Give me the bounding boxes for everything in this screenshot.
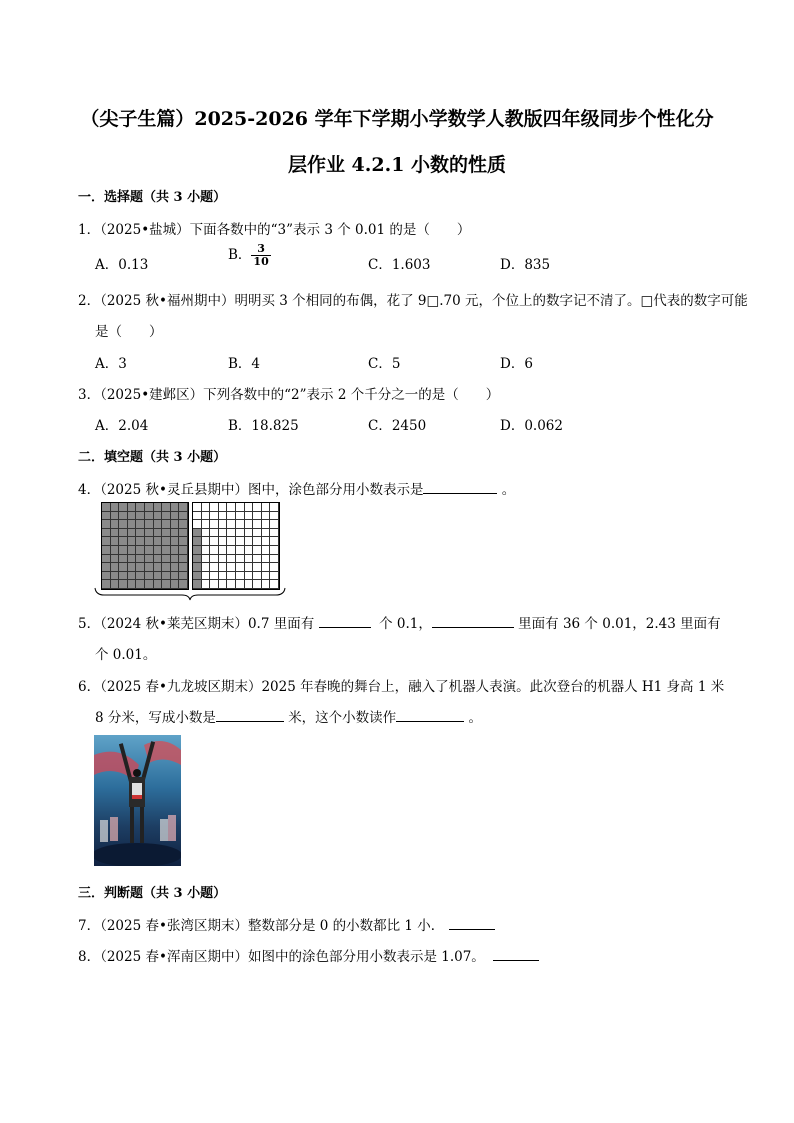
- grid-cell: [236, 520, 245, 529]
- grid-cell: [102, 529, 111, 538]
- grid-cell: [179, 563, 188, 572]
- grid-cell: [219, 555, 228, 564]
- grid-cell: [136, 572, 145, 581]
- option-b[interactable]: B．4: [228, 356, 261, 372]
- grid-cell: [202, 520, 211, 529]
- page-title: [40, 96, 754, 188]
- grid-cell: [162, 503, 171, 512]
- grid-cell: [236, 555, 245, 564]
- grid-cell: [227, 512, 236, 521]
- grid-cell: [136, 555, 145, 564]
- grid-cell: [227, 563, 236, 572]
- grid-cell: [227, 572, 236, 581]
- grid-cell: [162, 546, 171, 555]
- fraction-numerator: 3: [251, 243, 270, 256]
- grid-cell: [202, 537, 211, 546]
- grid-cell: [202, 529, 211, 538]
- grid-cell: [154, 503, 163, 512]
- grid-cell: [245, 520, 254, 529]
- grid-cell: [262, 537, 271, 546]
- grid-cell: [154, 555, 163, 564]
- question-4: [78, 478, 515, 498]
- grid-cell: [102, 503, 111, 512]
- grid-cell: [270, 529, 279, 538]
- grid-cell: [227, 520, 236, 529]
- grid-cell: [253, 503, 262, 512]
- grid-cell: [154, 563, 163, 572]
- grid-cell: [154, 537, 163, 546]
- grid-cell: [253, 529, 262, 538]
- grid-cell: [210, 572, 219, 581]
- grid-cell: [162, 520, 171, 529]
- title-line-2: 层作业 4.2.1 小数的性质: [287, 154, 507, 176]
- grid-cell: [219, 520, 228, 529]
- grid-cell: [136, 546, 145, 555]
- grid-cell: [210, 563, 219, 572]
- question-6-part-3: 。: [468, 710, 482, 726]
- grid-cell: [245, 555, 254, 564]
- grid-cell: [236, 512, 245, 521]
- grid-cell: [236, 537, 245, 546]
- question-6-cont: [95, 706, 482, 726]
- grid-cell: [171, 512, 180, 521]
- grid-cell: [171, 555, 180, 564]
- grid-cell: [210, 529, 219, 538]
- grid-cell: [119, 529, 128, 538]
- option-a[interactable]: A．2.04: [95, 418, 149, 434]
- grid-cell: [227, 503, 236, 512]
- grid-cell: [119, 572, 128, 581]
- grid-cell: [253, 537, 262, 546]
- answer-blank[interactable]: [493, 946, 539, 961]
- grid-cell: [171, 537, 180, 546]
- grid-cell: [227, 546, 236, 555]
- grid-cell: [128, 572, 137, 581]
- grid-cell: [193, 529, 202, 538]
- grid-cell: [171, 529, 180, 538]
- grid-cell: [219, 546, 228, 555]
- grid-cell: [202, 555, 211, 564]
- answer-blank[interactable]: [216, 707, 284, 722]
- grid-cell: [262, 503, 271, 512]
- grid-cell: [202, 512, 211, 521]
- section-heading-fill: 二．填空题（共 3 小题）: [78, 450, 227, 465]
- grid-cell: [145, 555, 154, 564]
- grid-cell: [193, 546, 202, 555]
- grid-cell: [162, 529, 171, 538]
- answer-blank[interactable]: [423, 479, 497, 494]
- grid-cell: [227, 555, 236, 564]
- grid-cell: [210, 503, 219, 512]
- grid-cell: [219, 563, 228, 572]
- grid-cell: [270, 537, 279, 546]
- grid-cell: [193, 537, 202, 546]
- grid-cell: [253, 512, 262, 521]
- grid-cell: [145, 572, 154, 581]
- grid-cell: [162, 537, 171, 546]
- grid-cell: [262, 529, 271, 538]
- brace-icon: [94, 587, 286, 601]
- grid-cell: [162, 572, 171, 581]
- grid-cell: [171, 563, 180, 572]
- question-3: 3．（2025•建邺区）下列各数中的“2”表示 2 个千分之一的是（ ）: [78, 387, 500, 403]
- grid-cell: [154, 572, 163, 581]
- grid-cell: [162, 563, 171, 572]
- grid-cell: [193, 572, 202, 581]
- grid-cell: [145, 529, 154, 538]
- option-b-label: B．: [228, 247, 252, 263]
- grid-cell: [145, 503, 154, 512]
- grid-cell: [145, 520, 154, 529]
- option-d[interactable]: D．835: [500, 257, 551, 273]
- grid-cell: [236, 503, 245, 512]
- grid-cell: [253, 563, 262, 572]
- grid-cell: [179, 520, 188, 529]
- grid-cell: [219, 537, 228, 546]
- grid-cell: [210, 537, 219, 546]
- grid-cell: [171, 520, 180, 529]
- grid-cell: [262, 520, 271, 529]
- grid-cell: [270, 563, 279, 572]
- grid-cell: [236, 546, 245, 555]
- grid-cell: [154, 546, 163, 555]
- hundred-grid-left: [101, 502, 189, 590]
- question-5-cont: 个 0.01。: [95, 647, 157, 663]
- question-8-text: 8．（2025 春•浑南区期中）如图中的涂色部分用小数表示是 1.07。: [78, 949, 485, 965]
- grid-cell: [245, 503, 254, 512]
- answer-blank[interactable]: [319, 613, 371, 628]
- option-c[interactable]: C．2450: [368, 418, 427, 434]
- grid-cell: [119, 546, 128, 555]
- grid-cell: [111, 555, 120, 564]
- grid-cell: [179, 572, 188, 581]
- grid-cell: [111, 537, 120, 546]
- grid-cell: [128, 529, 137, 538]
- grid-cell: [253, 572, 262, 581]
- grid-cell: [179, 512, 188, 521]
- grid-cell: [219, 572, 228, 581]
- grid-cell: [202, 546, 211, 555]
- grid-cell: [270, 555, 279, 564]
- grid-cell: [171, 503, 180, 512]
- option-c[interactable]: C．5: [368, 356, 401, 372]
- grid-cell: [270, 572, 279, 581]
- grid-cell: [119, 563, 128, 572]
- grid-cell: [253, 546, 262, 555]
- grid-cell: [154, 512, 163, 521]
- option-b[interactable]: B．18.825: [228, 418, 299, 434]
- grid-cell: [171, 572, 180, 581]
- grid-cell: [227, 529, 236, 538]
- robot-photo: [94, 735, 181, 866]
- grid-cell: [102, 512, 111, 521]
- answer-blank[interactable]: [449, 915, 495, 930]
- grid-cell: [245, 529, 254, 538]
- grid-cell: [128, 503, 137, 512]
- grid-cell: [111, 512, 120, 521]
- grid-cell: [262, 572, 271, 581]
- grid-cell: [128, 546, 137, 555]
- grid-cell: [245, 572, 254, 581]
- question-6-part-1: 8 分米，写成小数是: [95, 710, 216, 726]
- option-a[interactable]: A．3: [95, 356, 127, 372]
- question-7: [78, 914, 495, 934]
- grid-cell: [202, 572, 211, 581]
- question-6: 6．（2025 春•九龙坡区期末）2025 年春晚的舞台上，融入了机器人表演。此次登台的机器人 H1 身高 1 米: [78, 679, 725, 695]
- grid-cell: [128, 563, 137, 572]
- grid-cell: [119, 555, 128, 564]
- grid-cell: [270, 546, 279, 555]
- grid-cell: [102, 563, 111, 572]
- grid-cell: [128, 555, 137, 564]
- option-a[interactable]: A．0.13: [95, 257, 149, 273]
- grid-cell: [102, 555, 111, 564]
- grid-cell: [111, 503, 120, 512]
- grid-cell: [219, 529, 228, 538]
- grid-cell: [202, 563, 211, 572]
- grid-cell: [128, 512, 137, 521]
- grid-cell: [119, 503, 128, 512]
- grid-cell: [210, 512, 219, 521]
- grid-cell: [162, 512, 171, 521]
- grid-cell: [245, 563, 254, 572]
- grid-cell: [136, 520, 145, 529]
- grid-cell: [171, 546, 180, 555]
- question-7-text: 7．（2025 春•张湾区期末）整数部分是 0 的小数都比 1 小．: [78, 918, 445, 934]
- grid-cell: [154, 529, 163, 538]
- grid-cell: [136, 503, 145, 512]
- question-2-cont: 是（ ）: [95, 324, 163, 340]
- question-2: 2．（2025 秋•福州期中）明明买 3 个相同的布偶，花了 9□.70 元，个位上的数字记不清了。□代表的数字可能: [78, 293, 748, 309]
- question-5-part-2: 个 0.1，: [379, 616, 432, 632]
- grid-cell: [202, 503, 211, 512]
- grid-cell: [193, 563, 202, 572]
- grid-cell: [219, 503, 228, 512]
- grid-cell: [102, 537, 111, 546]
- answer-blank[interactable]: [396, 707, 464, 722]
- question-6-part-2: 米，这个小数读作: [288, 710, 397, 726]
- grid-cell: [262, 555, 271, 564]
- grid-cell: [111, 529, 120, 538]
- grid-cell: [219, 512, 228, 521]
- question-5-part-1: 5．（2024 秋•莱芜区期末）0.7 里面有: [78, 616, 315, 632]
- grid-cell: [136, 529, 145, 538]
- grid-cell: [119, 537, 128, 546]
- grid-cell: [145, 546, 154, 555]
- answer-blank[interactable]: [432, 613, 514, 628]
- grid-cell: [270, 512, 279, 521]
- grid-cell: [179, 546, 188, 555]
- grid-cell: [119, 520, 128, 529]
- grid-cell: [210, 555, 219, 564]
- grid-cell: [245, 537, 254, 546]
- grid-cell: [236, 572, 245, 581]
- section-heading-judge: 三．判断题（共 3 小题）: [78, 886, 227, 901]
- grid-cell: [262, 563, 271, 572]
- question-5-part-3: 里面有 36 个 0.01，2.43 里面有: [518, 616, 721, 632]
- grid-cell: [210, 546, 219, 555]
- grid-cell: [227, 537, 236, 546]
- grid-cell: [193, 520, 202, 529]
- grid-cell: [136, 563, 145, 572]
- grid-cell: [145, 563, 154, 572]
- grid-cell: [119, 512, 128, 521]
- grid-cell: [193, 503, 202, 512]
- grid-cell: [270, 503, 279, 512]
- question-1: 1．（2025•盐城）下面各数中的“3”表示 3 个 0.01 的是（ ）: [78, 222, 471, 238]
- grid-cell: [179, 529, 188, 538]
- question-5: [78, 612, 721, 632]
- grid-cell: [145, 537, 154, 546]
- grid-cell: [193, 555, 202, 564]
- grid-cell: [111, 572, 120, 581]
- option-c[interactable]: C．1.603: [368, 257, 431, 273]
- question-4-end: 。: [501, 482, 516, 498]
- grid-cell: [128, 537, 137, 546]
- hundred-grid-right: [192, 502, 280, 590]
- grid-cell: [145, 512, 154, 521]
- grid-cell: [270, 520, 279, 529]
- fraction: [251, 243, 270, 268]
- title-line-1: （尖子生篇）2025-2026 学年下学期小学数学人教版四年级同步个性化分: [80, 108, 714, 130]
- grid-cell: [179, 555, 188, 564]
- grid-cell: [102, 572, 111, 581]
- grid-cell: [245, 512, 254, 521]
- grid-cell: [136, 537, 145, 546]
- grid-cell: [111, 546, 120, 555]
- grid-cell: [111, 520, 120, 529]
- option-b[interactable]: [228, 243, 271, 268]
- grid-cell: [102, 520, 111, 529]
- grid-cell: [102, 546, 111, 555]
- grid-cell: [245, 546, 254, 555]
- question-4-text: 4．（2025 秋•灵丘县期中）图中，涂色部分用小数表示是: [78, 482, 424, 498]
- grid-cell: [162, 555, 171, 564]
- grid-cell: [253, 555, 262, 564]
- grid-cell: [179, 503, 188, 512]
- section-heading-choice: 一．选择题（共 3 小题）: [78, 190, 227, 205]
- grid-cell: [111, 563, 120, 572]
- grid-cell: [154, 520, 163, 529]
- grid-cell: [210, 520, 219, 529]
- grid-cell: [262, 546, 271, 555]
- grid-cell: [236, 529, 245, 538]
- option-d[interactable]: D．0.062: [500, 418, 563, 434]
- fraction-denominator: 10: [253, 255, 269, 268]
- question-8: [78, 945, 539, 965]
- grid-cell: [179, 537, 188, 546]
- grid-cell: [236, 563, 245, 572]
- grid-cell: [253, 520, 262, 529]
- grid-cell: [193, 512, 202, 521]
- grid-cell: [262, 512, 271, 521]
- option-d[interactable]: D．6: [500, 356, 533, 372]
- grid-cell: [136, 512, 145, 521]
- grid-cell: [128, 520, 137, 529]
